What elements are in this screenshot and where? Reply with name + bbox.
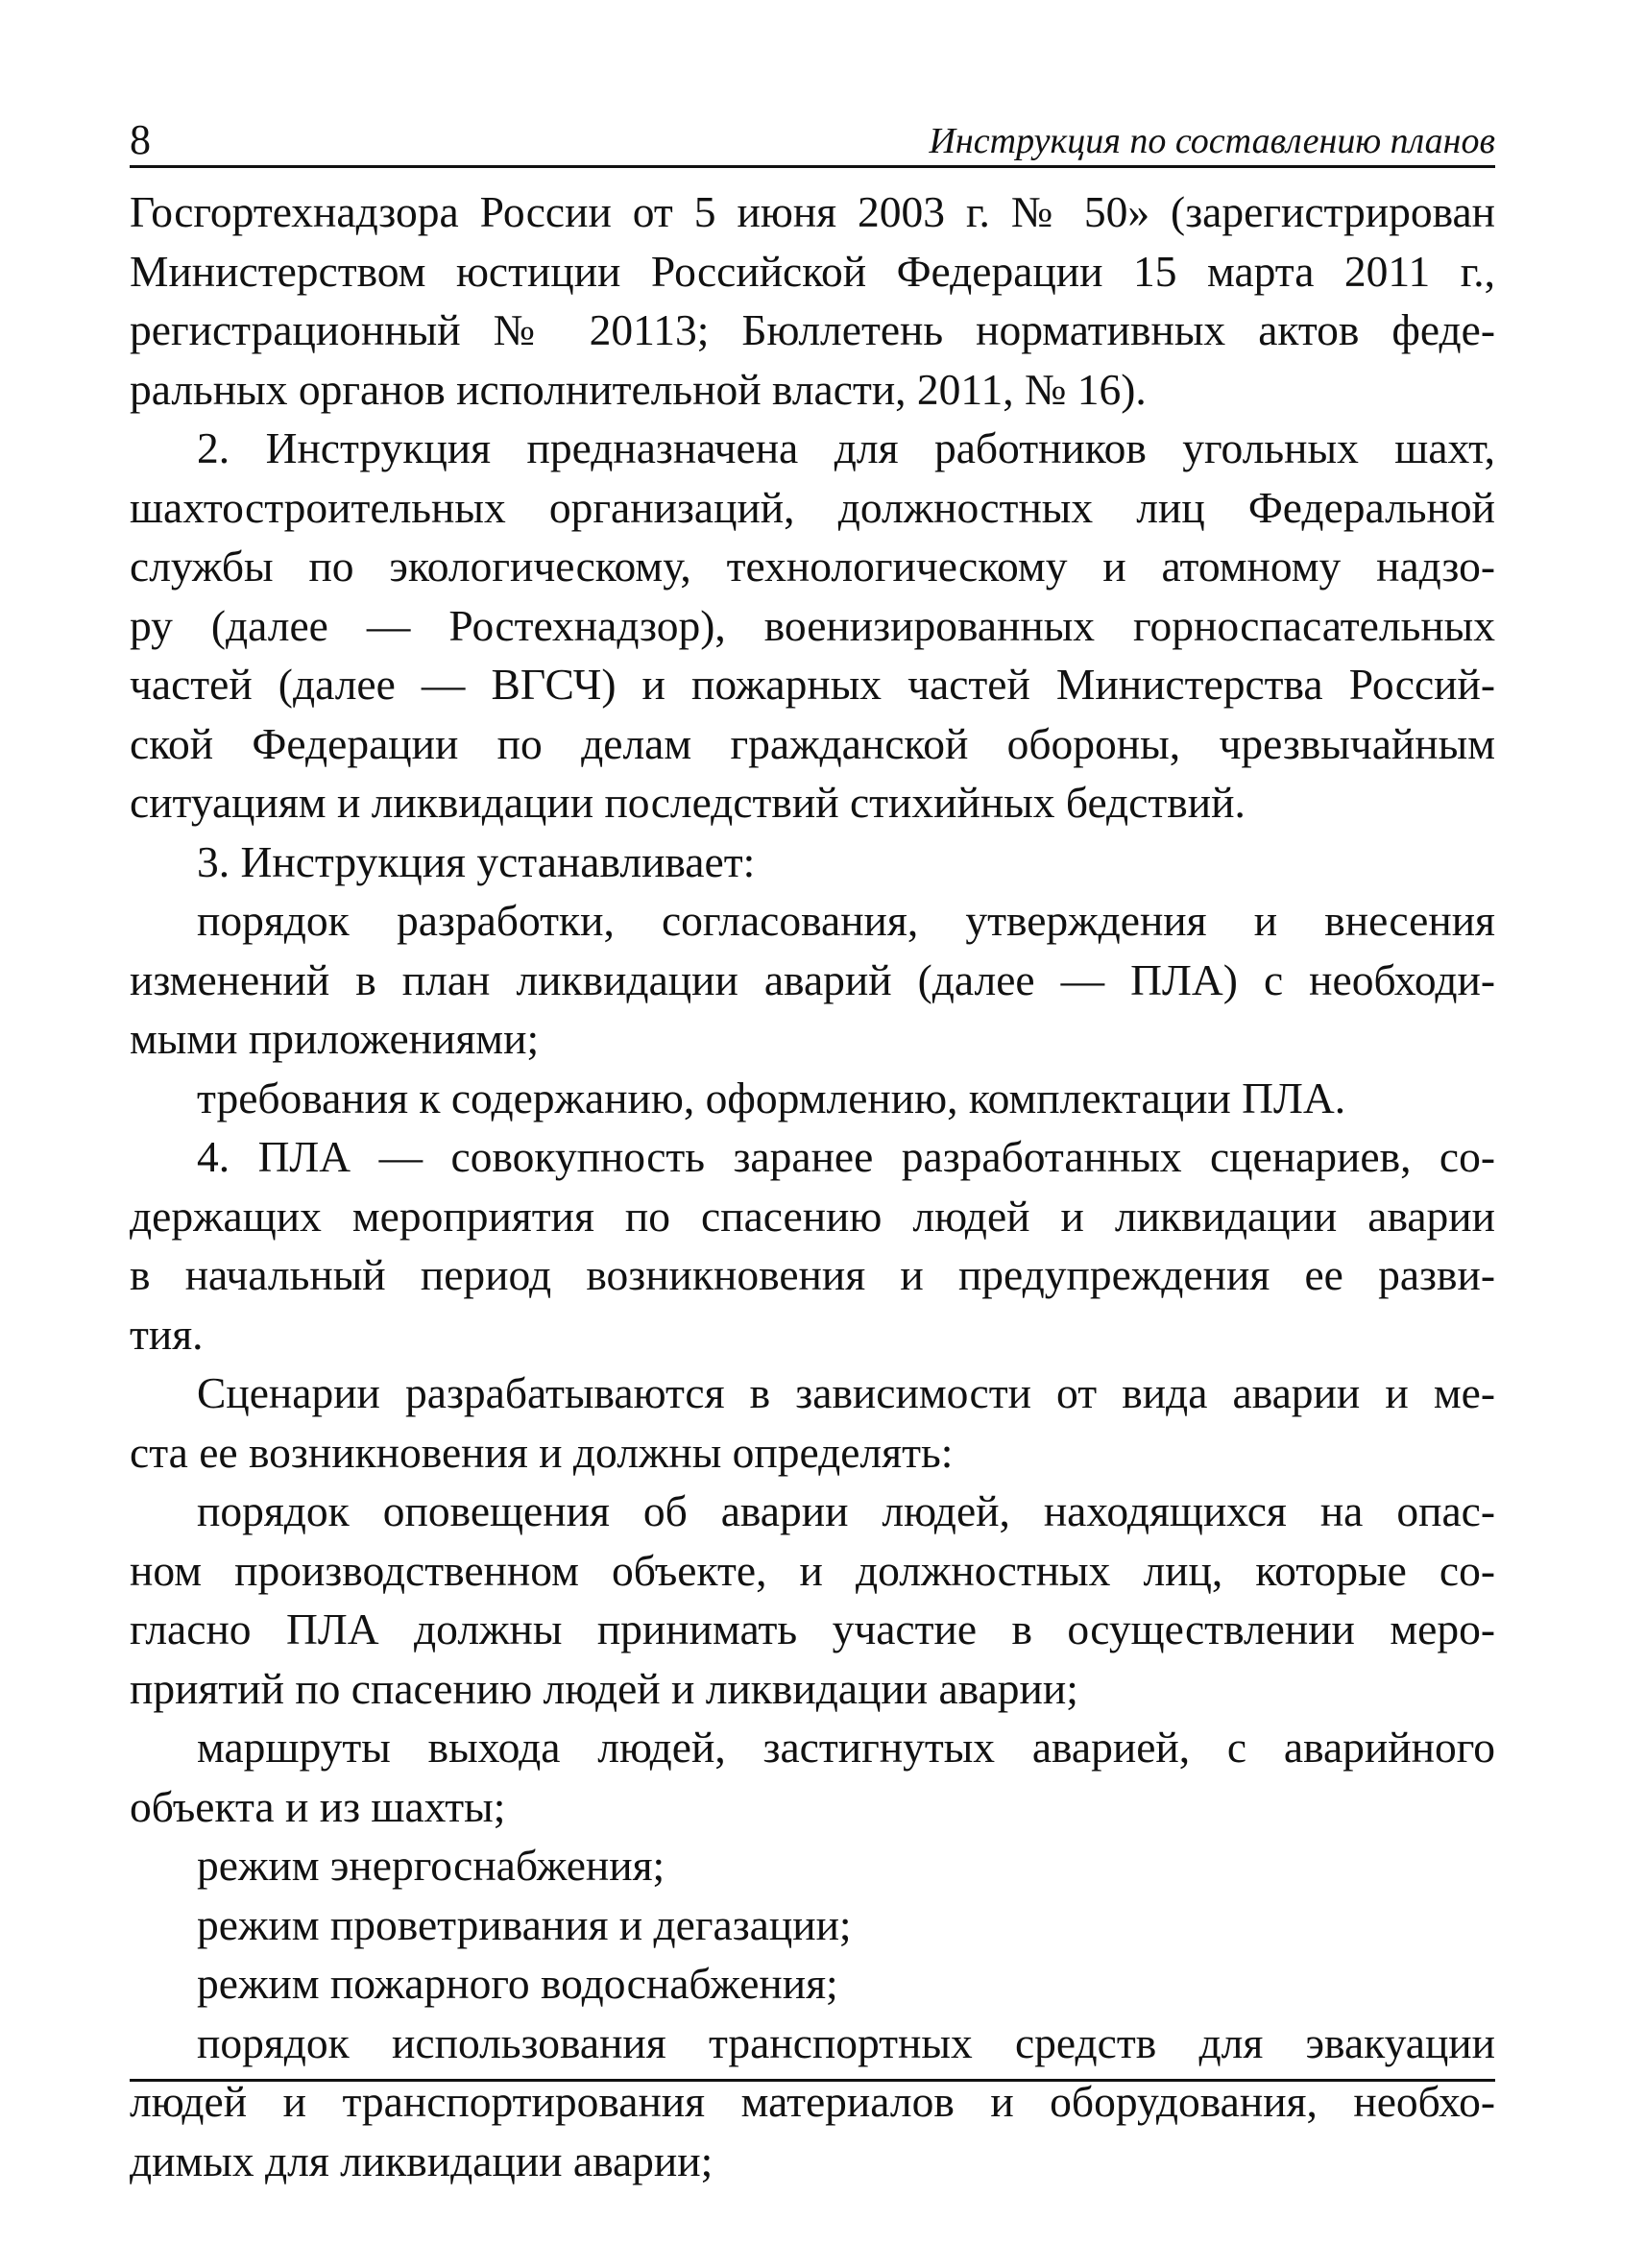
paragraph bbox=[130, 419, 1495, 832]
text-line: ру (далее — Ростехнадзор), военизированных горноспасательных bbox=[130, 600, 1495, 650]
text-line: мыми приложениями; bbox=[130, 1014, 540, 1063]
text-line: требования к содержанию, оформлению, комплектации ПЛА. bbox=[197, 1073, 1346, 1122]
text-line: ном производственном объекте, и должностных лиц, которые со- bbox=[130, 1545, 1495, 1595]
paragraph bbox=[130, 1069, 1495, 1128]
text-line: изменений в план ликвидации аварий (далее — ПЛА) с необходи- bbox=[130, 954, 1495, 1004]
text-line: частей (далее — ВГСЧ) и пожарных частей Министерства Россий- bbox=[130, 660, 1495, 709]
running-title: Инструкция по составлению планов bbox=[929, 121, 1495, 161]
text-line: ста ее возникновения и должны определять: bbox=[130, 1427, 954, 1477]
text-line: ситуациям и ликвидации последствий стихийных бедствий. bbox=[130, 778, 1246, 827]
paragraph bbox=[130, 891, 1495, 1069]
paragraph bbox=[130, 182, 1495, 419]
paragraph bbox=[130, 1836, 1495, 1895]
page-number: 8 bbox=[130, 116, 151, 163]
text-line: службы по экологическому, технологическому и атомному надзо- bbox=[130, 542, 1495, 591]
paragraph bbox=[130, 2014, 1495, 2191]
paragraph bbox=[130, 832, 1495, 892]
paragraph bbox=[130, 1718, 1495, 1836]
document-body bbox=[130, 182, 1495, 2190]
text-line: 4. ПЛА — совокупность заранее разработанных сценариев, со- bbox=[197, 1132, 1495, 1181]
paragraph bbox=[130, 1127, 1495, 1363]
text-line: режим пожарного водоснабжения; bbox=[197, 1959, 838, 2008]
footer-rule bbox=[130, 2079, 1495, 2082]
text-line: тия. bbox=[130, 1309, 204, 1359]
paragraph bbox=[130, 1895, 1495, 1955]
text-line: ральных органов исполнительной власти, 2011, № 16). bbox=[130, 364, 1147, 414]
text-line: в начальный период возникновения и предупреждения ее разви- bbox=[130, 1250, 1495, 1299]
text-line: режим проветривания и дегазации; bbox=[197, 1899, 852, 1949]
text-line: 2. Инструкция предназначена для работников угольных шахт, bbox=[197, 423, 1495, 472]
text-line: держащих мероприятия по спасению людей и ликвидации аварии bbox=[130, 1191, 1495, 1241]
page-header bbox=[130, 113, 1495, 168]
text-line: людей и транспортирования материалов и оборудования, необхо- bbox=[130, 2077, 1495, 2126]
text-line: Сценарии разрабатываются в зависимости от вида аварии и ме- bbox=[197, 1368, 1495, 1417]
text-line: ской Федерации по делам гражданской обороны, чрезвычайным bbox=[130, 718, 1495, 768]
text-line: Госгортехнадзора России от 5 июня 2003 г. № 50» (зарегистрирован bbox=[130, 187, 1495, 236]
text-line: 3. Инструкция устанавливает: bbox=[197, 836, 756, 886]
text-line: шахтостроительных организаций, должностных лиц Федеральной bbox=[130, 482, 1495, 532]
text-line: регистрационный № 20113; Бюллетень нормативных актов феде- bbox=[130, 305, 1495, 354]
text-line: объекта и из шахты; bbox=[130, 1781, 506, 1831]
text-line: режим энергоснабжения; bbox=[197, 1841, 665, 1890]
text-line: порядок использования транспортных средств для эвакуации bbox=[197, 2017, 1495, 2067]
text-line: приятий по спасению людей и ликвидации аварии; bbox=[130, 1663, 1078, 1713]
paragraph bbox=[130, 1482, 1495, 1718]
paragraph bbox=[130, 1363, 1495, 1482]
text-line: Министерством юстиции Российской Федерации 15 марта 2011 г., bbox=[130, 246, 1495, 296]
text-line: маршруты выхода людей, застигнутых аварией, с аварийного bbox=[197, 1723, 1495, 1772]
paragraph bbox=[130, 1954, 1495, 2014]
text-line: порядок разработки, согласования, утверждения и внесения bbox=[197, 896, 1495, 945]
text-line: гласно ПЛА должны принимать участие в осуществлении меро- bbox=[130, 1604, 1495, 1653]
text-line: димых для ликвидации аварии; bbox=[130, 2135, 714, 2185]
text-line: порядок оповещения об аварии людей, находящихся на опас- bbox=[197, 1486, 1495, 1535]
